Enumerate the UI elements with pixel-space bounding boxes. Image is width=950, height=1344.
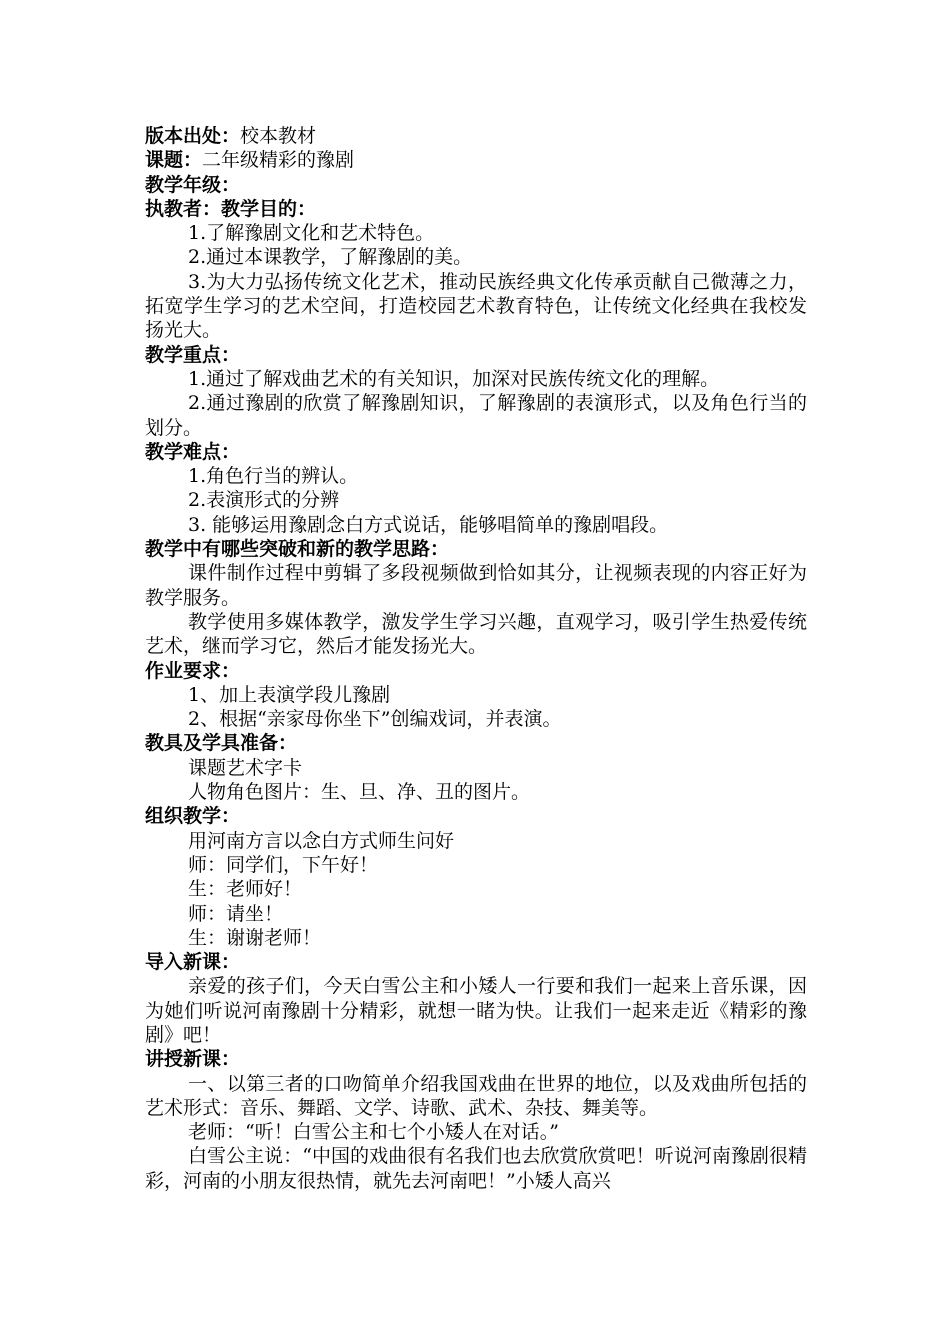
intro-paragraph: 亲爱的孩子们，今天白雪公主和小矮人一行要和我们一起来上音乐课，因为她们听说河南豫剧十分精彩，就想一睹为快。让我们一起来走近《精彩的豫剧》吧！ (145, 975, 807, 1046)
lecture-paragraph: 白雪公主说：“中国的戏曲很有名我们也去欣赏欣赏吧！听说河南豫剧很精彩，河南的小朋友很热情，就先去河南吧！”小矮人高兴 (145, 1145, 807, 1192)
topic-label: 课题： (145, 149, 203, 172)
lecture-paragraph: 老师：“听！白雪公主和七个小矮人在对话。” (188, 1121, 559, 1144)
breakthroughs-label: 教学中有哪些突破和新的教学思路： (145, 538, 450, 561)
section-heading (145, 804, 807, 828)
intro-label: 导入新课： (145, 951, 241, 974)
source-value: 校本教材 (240, 125, 317, 147)
topic-value: 二年级精彩的豫剧 (202, 149, 355, 172)
key-points-label: 教学重点： (145, 343, 241, 366)
grade-label: 教学年级： (145, 173, 241, 196)
teacher-objectives-label: 执教者：教学目的： (145, 197, 317, 220)
objective-item: 2.通过本课教学，了解豫剧的美。 (188, 246, 473, 269)
homework-label: 作业要求： (145, 659, 241, 682)
section-heading (145, 950, 807, 974)
section-heading (145, 537, 807, 561)
teacher-line (145, 197, 807, 221)
section-heading (145, 731, 807, 755)
dialogue-line: 师：同学们，下午好！ (188, 853, 379, 876)
dialogue-line: 师：请坐！ (188, 902, 284, 925)
section-heading (145, 1047, 807, 1071)
material-item: 人物角色图片：生、旦、净、丑的图片。 (188, 781, 531, 804)
section-heading (145, 659, 807, 683)
dialogue-line: 生：谢谢老师！ (188, 926, 322, 949)
lecture-paragraph: 一、以第三者的口吻简单介绍我国戏曲在世界的地位，以及戏曲所包括的艺术形式：音乐、舞蹈、文学、诗歌、武术、杂技、舞美等。 (145, 1072, 807, 1119)
topic-line (145, 148, 807, 172)
section-heading (145, 440, 807, 464)
homework-item: 1、加上表演学段儿豫剧 (188, 683, 391, 706)
key-point-item: 2.通过豫剧的欣赏了解豫剧知识，了解豫剧的表演形式，以及角色行当的划分。 (145, 392, 807, 439)
lecture-label: 讲授新课： (145, 1048, 241, 1071)
document-page (145, 124, 807, 1193)
section-heading (145, 343, 807, 367)
breakthrough-item: 教学使用多媒体教学，激发学生学习兴趣，直观学习，吸引学生热爱传统艺术，继而学习它，然后才能发扬光大。 (145, 610, 807, 658)
materials-label: 教具及学具准备： (145, 732, 298, 755)
organize-label: 组织教学： (145, 805, 241, 828)
objective-item: 3.为大力弘扬传统文化艺术，推动民族经典文化传承贡献自己微薄之力，拓宽学生学习的艺术空间，打造校园艺术教育特色，让传统文化经典在我校发扬光大。 (145, 270, 807, 342)
source-label: 版本出处： (145, 125, 241, 147)
difficulty-item: 2.表演形式的分辨 (188, 489, 340, 512)
difficulty-item: 1.角色行当的辨认。 (188, 465, 359, 488)
objective-item: 1.了解豫剧文化和艺术特色。 (188, 222, 435, 245)
breakthrough-item: 课件制作过程中剪辑了多段视频做到恰如其分，让视频表现的内容正好为教学服务。 (145, 562, 807, 609)
source-line (145, 124, 807, 148)
organize-item: 用河南方言以念白方式师生问好 (188, 829, 455, 852)
difficulty-item: 3. 能够运用豫剧念白方式说话，能够唱简单的豫剧唱段。 (188, 513, 669, 536)
grade-line (145, 173, 807, 197)
dialogue-line: 生：老师好！ (188, 878, 303, 901)
homework-item: 2、根据“亲家母你坐下”创编戏词，并表演。 (188, 708, 562, 731)
difficulties-label: 教学难点： (145, 440, 241, 463)
material-item: 课题艺术字卡 (188, 756, 303, 779)
key-point-item: 1.通过了解戏曲艺术的有关知识，加深对民族传统文化的理解。 (188, 367, 720, 390)
